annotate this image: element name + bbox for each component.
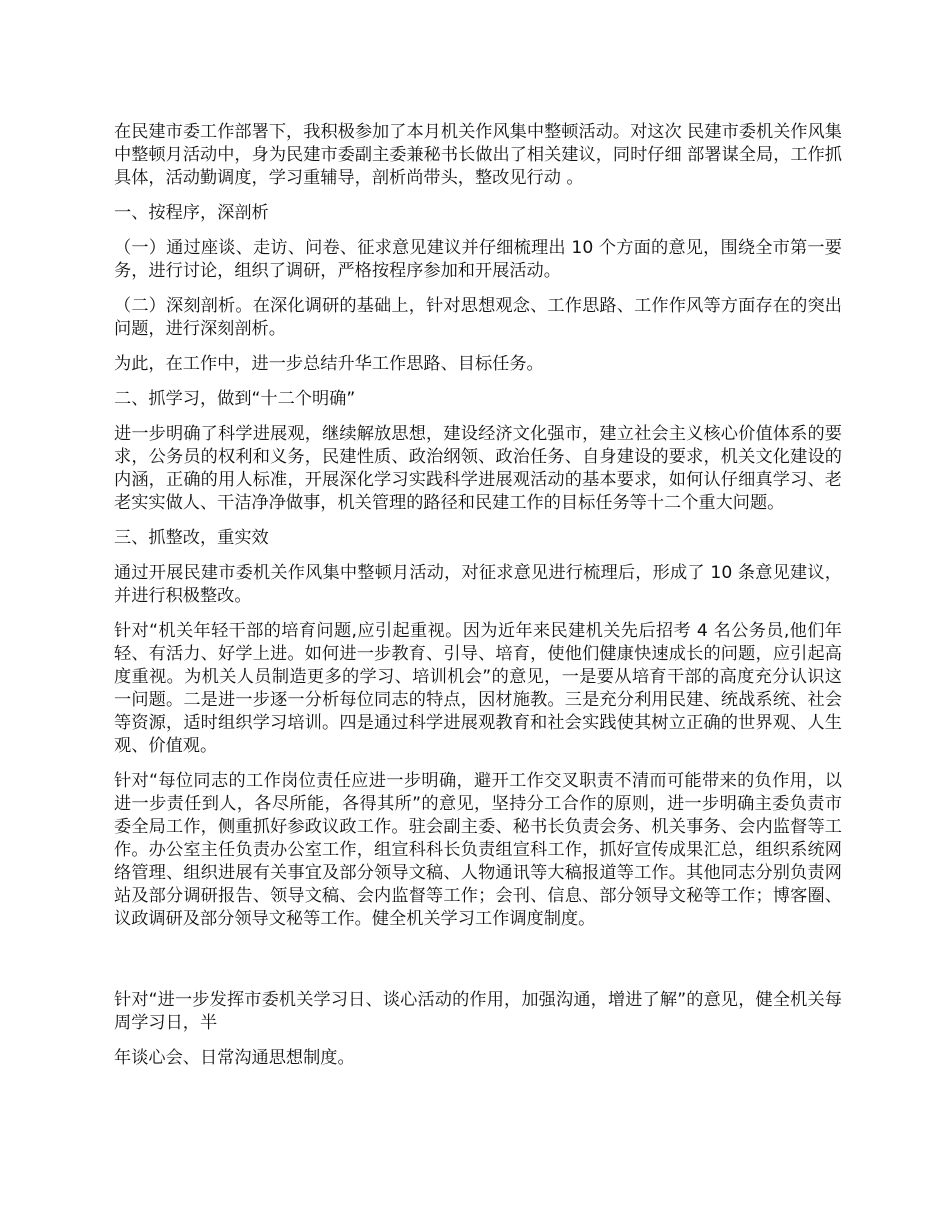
document-page [114, 121, 842, 1082]
section3-paragraph-4: 针对“进一步发挥市委机关学习日、谈心活动的作用，加强沟通，增进了解”的意见，健全机关每周学习日，半 [114, 990, 842, 1033]
section3-paragraph-3: 针对“每位同志的工作岗位责任应进一步明确，避开工作交叉职责不清而可能带来的负作用，以进一步责任到人，各尽所能，各得其所”的意见，坚持分工合作的原则，进一步明确主委负责市委全局工作，侧重抓好参政议政工作。驻会副主委、秘书长负责会务、机关事务、会内监督等工作。办公室主任负责办公室工作，组宣科科长负责组宣科工作，抓好宣传成果汇总，组织系统网络管理、组织进展有关事宜及部分领导文稿、人物通讯等大稿报道等工作。其他同志分别负责网站及部分调研报告、领导文稿、会内监督等工作；会刊、信息、部分领导文秘等工作；博客圈、议政调研及部分领导文秘等工作。健全机关学习工作调度制度。 [114, 771, 842, 929]
section3-paragraph-5: 年谈心会、日常沟通思想制度。 [114, 1048, 355, 1068]
section1-paragraph-3: 为此，在工作中，进一步总结升华工作思路、目标任务。 [114, 354, 544, 374]
section2-paragraph-1: 进一步明确了科学进展观，继续解放思想，建设经济文化强市，建立社会主义核心价值体系的要求，公务员的权利和义务，民建性质、政治纲领、政治任务、自身建设的要求，机关文化建设的内涵，正确的用人标准，开展深化学习实践科学进展观活动的基本要求，如何认仔细真学习、老老实实做人、干洁净净做事，机关管理的路径和民建工作的目标任务等十二个重大问题。 [114, 424, 842, 513]
section1-heading: 一、按程序，深剖析 [114, 203, 269, 223]
section3-heading: 三、抓整改，重实效 [114, 528, 269, 548]
section3-paragraph-1: 通过开展民建市委机关作风集中整顿月活动，对征求意见进行梳理后，形成了 10 条意见建议，并进行积极整改。 [114, 563, 842, 606]
blank-gap [114, 943, 842, 989]
section1-paragraph-2: （二）深刻剖析。在深化调研的基础上，针对思想观念、工作思路、工作作风等方面存在的突出问题，进行深刻剖析。 [114, 296, 842, 339]
intro-paragraph: 在民建市委工作部署下，我积极参加了本月机关作风集中整顿活动。对这次 民建市委机关作风集中整顿月活动中，身为民建市委副主委兼秘书长做出了相关建议，同时仔细 部署谋全局，工作抓具体，活动勤调度，学习重辅导，剖析尚带头，整改见行动 。 [114, 122, 842, 188]
section3-paragraph-2: 针对“机关年轻干部的培育问题,应引起重视。因为近年来民建机关先后招考 4 名公务员,他们年轻、有活力、好学上进。如何进一步教育、引导、培育，使他们健康快速成长的问题，应引起高度重视。为机关人员制造更多的学习、培训机会”的意见，一是要从培育干部的高度充分认识这一问题。二是进一步逐一分析每位同志的特点，因材施教。三是充分利用民建、统战系统、社会等资源，适时组织学习培训。四是通过科学进展观教育和社会实践使其树立正确的世界观、人生观、价值观。 [114, 621, 842, 756]
section1-paragraph-1: （一）通过座谈、走访、问卷、征求意见建议并仔细梳理出 10 个方面的意见，围绕全市第一要务，进行讨论，组织了调研，严格按程序参加和开展活动。 [114, 238, 842, 281]
section2-heading: 二、抓学习，做到“十二个明确” [114, 389, 356, 409]
